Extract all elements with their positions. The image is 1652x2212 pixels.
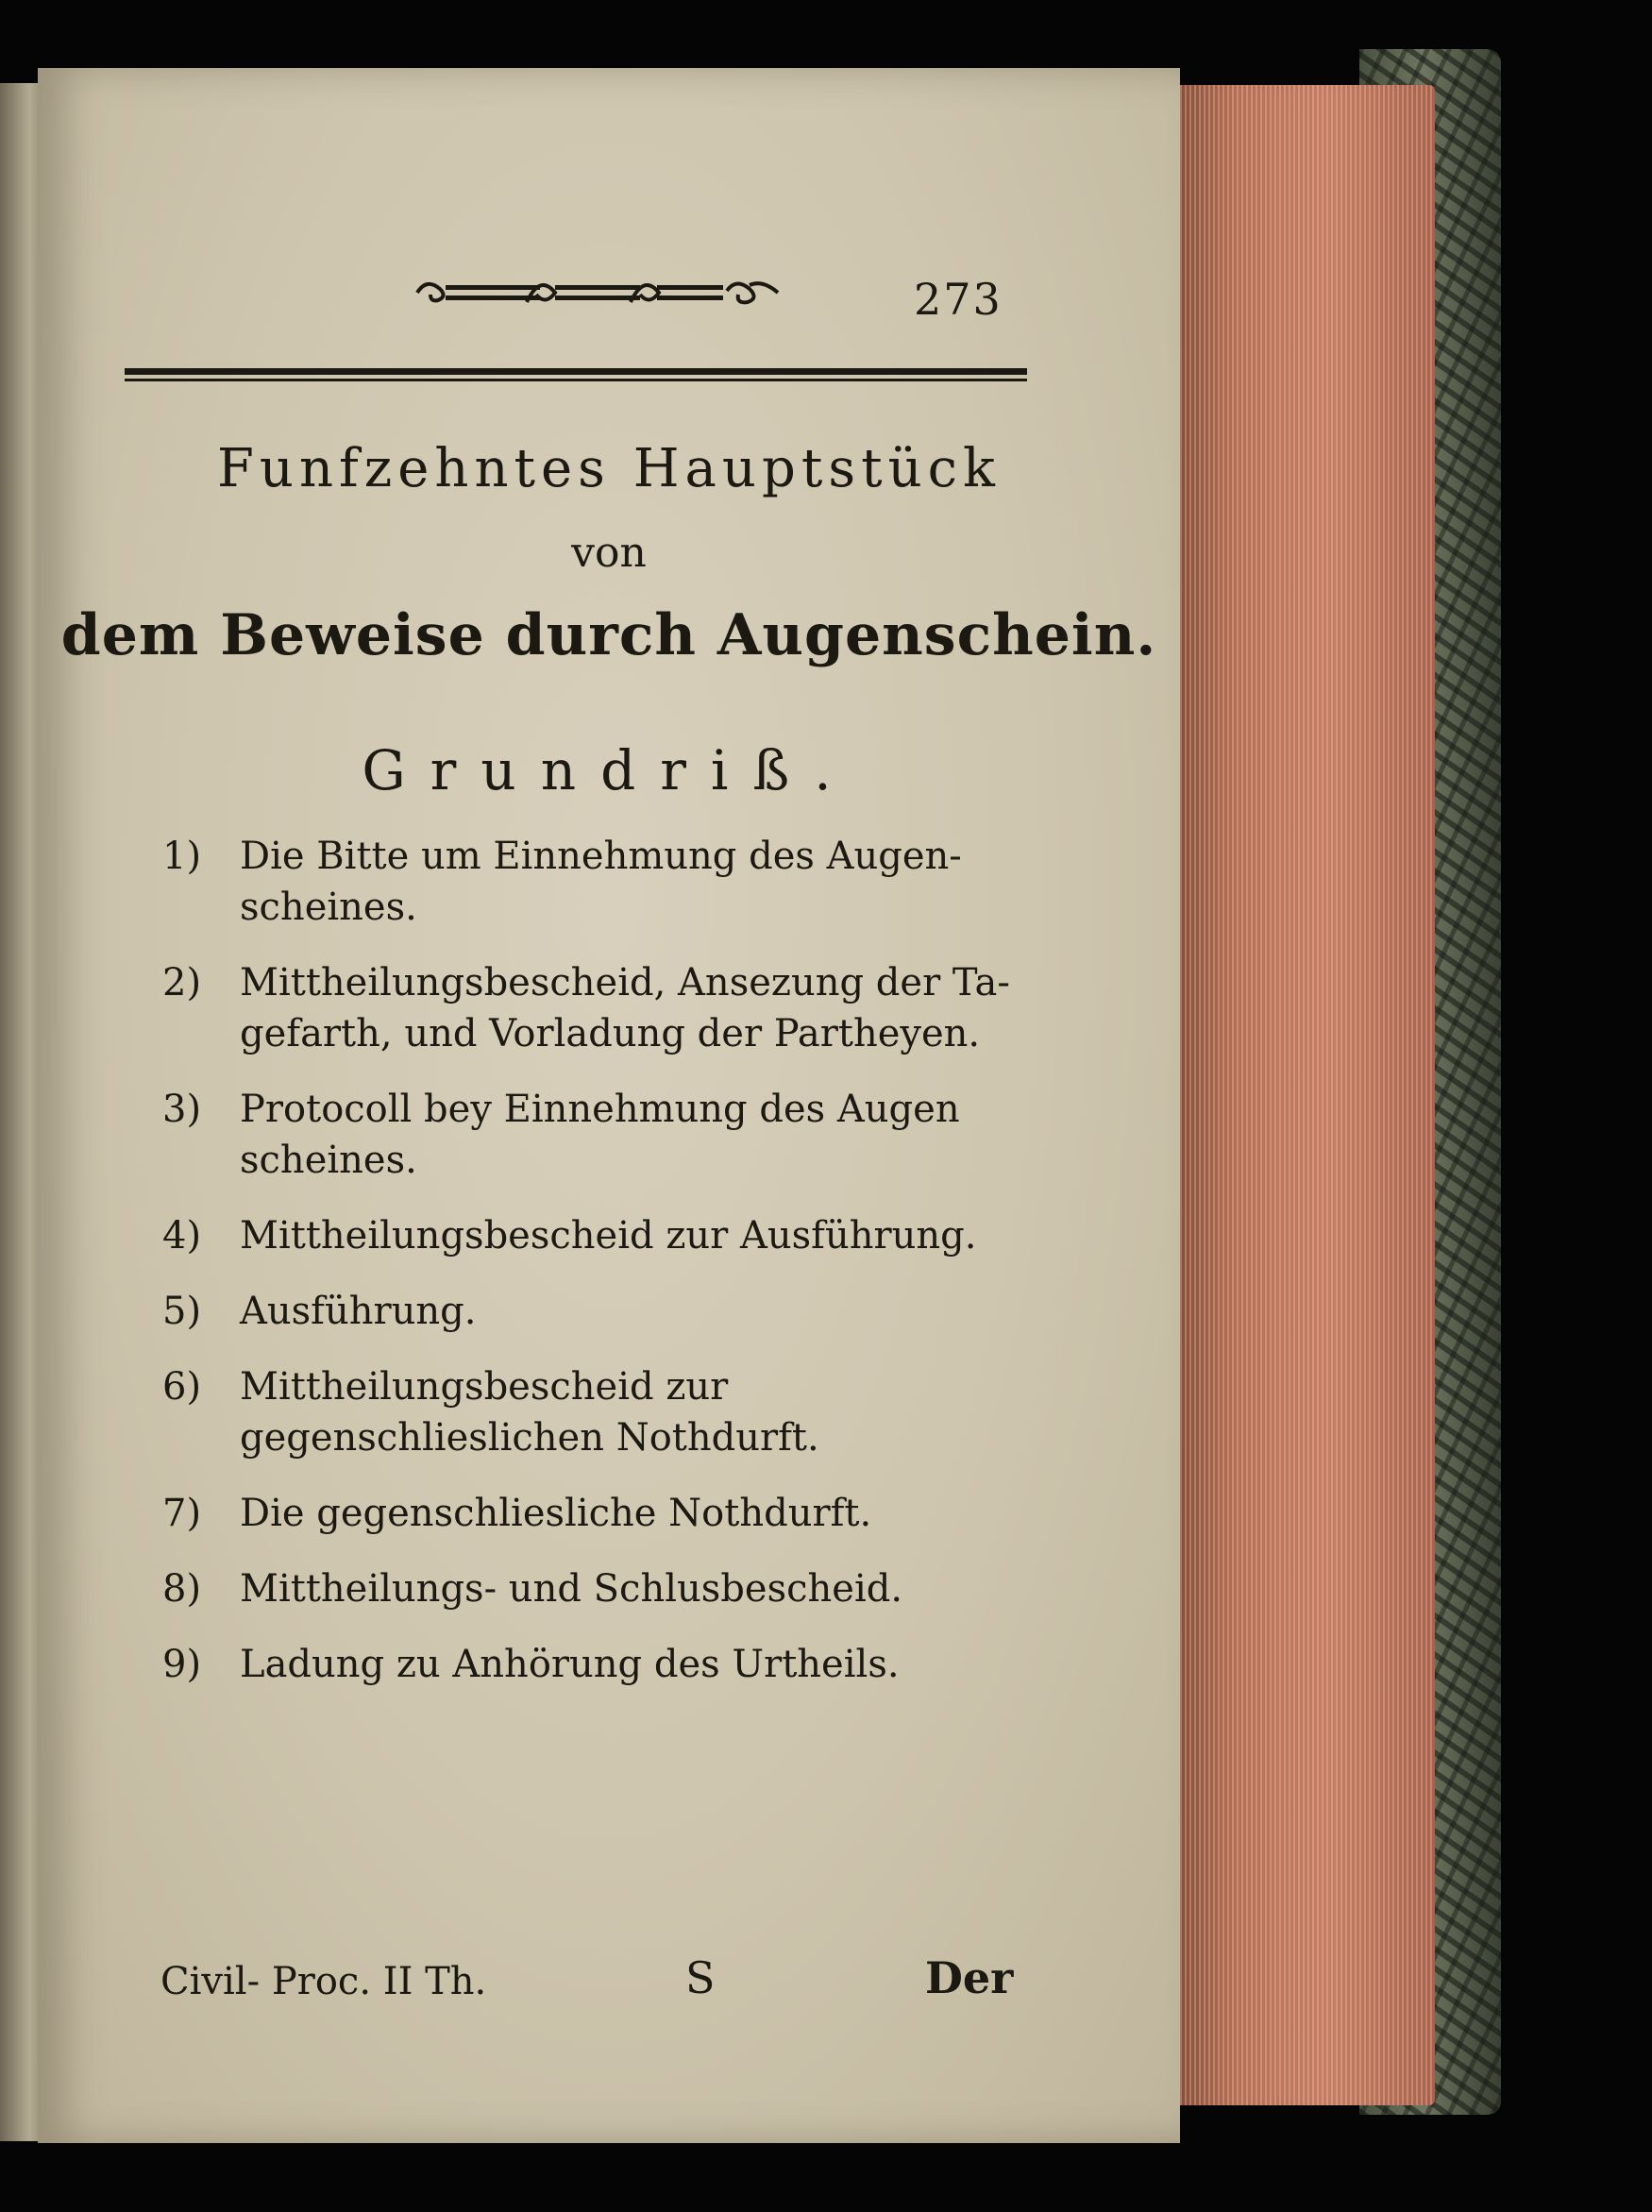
item-number: 7)	[162, 1492, 202, 1535]
list-item	[162, 1488, 1012, 1539]
item-text: Protocoll bey Einnehmung des Augen scheines.	[240, 1088, 960, 1182]
item-text: Mittheilungsbescheid zur Ausführung.	[240, 1214, 977, 1258]
item-number: 1)	[162, 835, 202, 878]
list-item	[162, 1084, 1012, 1186]
item-text: Ladung zu Anhörung des Urtheils.	[240, 1643, 900, 1686]
chapter-preposition: von	[571, 529, 647, 577]
page-content	[38, 68, 1180, 2143]
chapter-title: Funfzehntes Hauptstück	[217, 438, 1001, 499]
item-number: 4)	[162, 1214, 202, 1258]
header-rule	[125, 368, 1027, 383]
page-block-edge	[1171, 85, 1435, 2105]
book-page	[38, 68, 1180, 2143]
item-text: Die gegenschliesliche Nothdurft.	[240, 1492, 872, 1535]
header-ornament-icon	[413, 274, 782, 312]
page-number: 273	[914, 274, 1003, 325]
list-item	[162, 1563, 1012, 1614]
item-number: 9)	[162, 1643, 202, 1686]
outline-heading: Grundriß.	[362, 738, 856, 802]
signature-mark: S	[685, 1952, 716, 2003]
outline-list	[162, 831, 1012, 1714]
list-item	[162, 1286, 1012, 1337]
item-number: 6)	[162, 1365, 202, 1409]
catchword: Der	[925, 1952, 1014, 2003]
item-text: Ausführung.	[240, 1290, 477, 1333]
chapter-subject: dem Beweise durch Augenschein.	[60, 602, 1157, 668]
list-item	[162, 831, 1012, 933]
item-text: Die Bitte um Einnehmung des Augen- scheines.	[240, 835, 962, 929]
item-number: 8)	[162, 1567, 202, 1611]
list-item	[162, 1361, 1012, 1463]
list-item	[162, 1639, 1012, 1690]
list-item	[162, 1210, 1012, 1261]
footer-signature: Civil- Proc. II Th.	[160, 1960, 487, 2003]
item-text: Mittheilungs- und Schlusbescheid.	[240, 1567, 903, 1611]
item-number: 3)	[162, 1088, 202, 1131]
item-number: 5)	[162, 1290, 202, 1333]
item-text: Mittheilungsbescheid zur gegenschlieslichen Nothdurft.	[240, 1365, 819, 1460]
list-item	[162, 957, 1012, 1059]
item-number: 2)	[162, 961, 202, 1005]
item-text: Mittheilungsbescheid, Ansezung der Ta- gefarth, und Vorladung der Partheyen.	[240, 961, 1010, 1055]
